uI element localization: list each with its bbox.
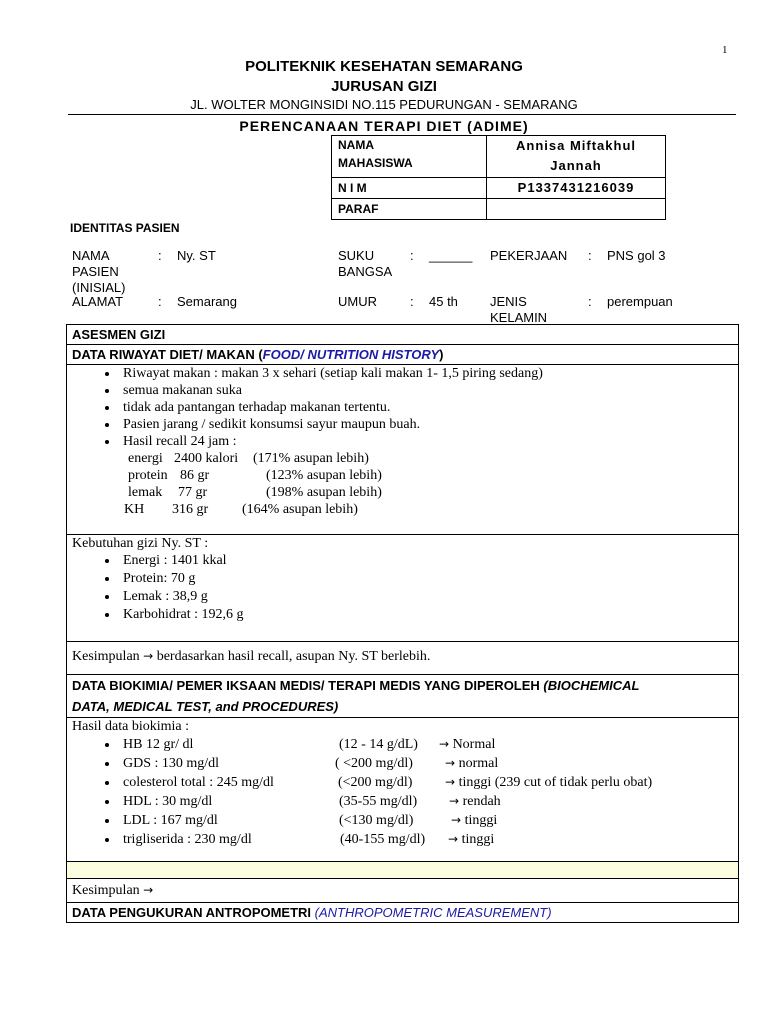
institution-address: JL. WOLTER MONGINSIDI NO.115 PEDURUNGAN - SEMARANG xyxy=(190,97,578,112)
nutrition-needs-body xyxy=(67,535,739,642)
list-item: • Karbohidrat : 192,6 g xyxy=(119,606,733,624)
header-divider xyxy=(68,114,736,115)
list-item: • Pasien jarang / sedikit konsumsi sayur maupun buah. xyxy=(119,416,733,433)
list-item: • tidak ada pantangan terhadap makanan tertentu. xyxy=(119,399,733,416)
recall-amount: 2400 kalori xyxy=(174,451,239,466)
biochemical-heading xyxy=(67,675,739,718)
assessment-table xyxy=(66,324,739,923)
student-name-value-line1: Annisa Miftakhul xyxy=(515,138,636,153)
page-number: 1 xyxy=(722,44,728,56)
colon: : xyxy=(158,248,162,263)
gender-label-line1: JENIS xyxy=(490,294,527,309)
biochemical-heading-italic: (BIOCHEMICAL xyxy=(543,678,640,693)
diet-history-list xyxy=(72,365,733,450)
arrow-right-icon: → xyxy=(143,883,154,897)
age-value: 45 th xyxy=(429,294,458,309)
anthropometric-heading-italic: (ANTHROPOMETRIC MEASUREMENT) xyxy=(314,905,552,920)
list-item xyxy=(119,830,733,849)
recall-amount: 86 gr xyxy=(180,468,210,483)
lab-result: rendah xyxy=(462,794,501,809)
biochemical-intro: Hasil data biokimia : xyxy=(72,719,190,734)
lab-normal-range: (<200 mg/dl) xyxy=(338,775,413,790)
conclusion-text: berdasarkan hasil recall, asupan Ny. ST berlebih. xyxy=(156,649,431,664)
list-item: • Hasil recall 24 jam : xyxy=(119,433,733,450)
patient-identity-heading: IDENTITAS PASIEN xyxy=(70,221,180,235)
arrow-right-icon: → xyxy=(439,737,450,751)
recall-nutrient: protein xyxy=(128,468,168,483)
biochemical-heading-italic-2: DATA, MEDICAL TEST, and PROCEDURES) xyxy=(72,699,339,714)
diet-heading-close: ) xyxy=(439,347,444,362)
lab-test: GDS : 130 mg/dl xyxy=(123,756,220,771)
list-item xyxy=(119,735,733,754)
list-item: • Lemak : 38,9 g xyxy=(119,588,733,606)
patient-name-label xyxy=(72,248,125,296)
student-name-label-line2: MAHASISWA xyxy=(338,156,413,170)
conclusion-label: Kesimpulan xyxy=(72,649,140,664)
recall-nutrient: lemak xyxy=(128,485,163,500)
lab-result: tinggi xyxy=(464,813,498,828)
recall-row xyxy=(72,450,733,467)
colon: : xyxy=(588,248,592,263)
anthropometric-heading-text: DATA PENGUKURAN ANTROPOMETRI xyxy=(72,905,315,920)
recall-nutrient: KH xyxy=(124,502,145,517)
conclusion-biochemical-row xyxy=(67,879,739,903)
lab-normal-range: (<130 mg/dl) xyxy=(339,813,414,828)
occupation-value: PNS gol 3 xyxy=(607,248,666,263)
highlighted-empty-row[interactable] xyxy=(67,862,739,879)
recall-percent: (164% asupan lebih) xyxy=(242,502,358,517)
gender-label xyxy=(490,294,547,326)
list-item xyxy=(119,773,733,792)
lab-test: trigliserida : 230 mg/dl xyxy=(123,832,252,847)
lab-result: normal xyxy=(458,756,499,771)
institution-name: POLITEKNIK KESEHATAN SEMARANG xyxy=(245,58,523,75)
diet-heading-text: DATA RIWAYAT DIET/ MAKAN ( xyxy=(72,347,263,362)
colon: : xyxy=(410,294,414,309)
list-item: • Riwayat makan : makan 3 x sehari (setiap kali makan 1- 1,5 piring sedang) xyxy=(119,365,733,382)
colon: : xyxy=(410,248,414,263)
diet-history-heading xyxy=(67,345,739,365)
patient-name-label-line3: (INISIAL) xyxy=(72,280,126,295)
recall-nutrient: energi xyxy=(128,451,163,466)
recall-percent: (198% asupan lebih) xyxy=(266,485,382,500)
student-name-label xyxy=(332,136,487,178)
student-name-value xyxy=(487,136,666,178)
asesmen-heading: ASESMEN GIZI xyxy=(67,325,739,345)
arrow-right-icon: → xyxy=(451,813,462,827)
conclusion-label: Kesimpulan xyxy=(72,883,140,898)
recall-percent: (123% asupan lebih) xyxy=(266,468,382,483)
arrow-right-icon: → xyxy=(445,756,456,770)
gender-value: perempuan xyxy=(607,294,673,309)
student-name-label-line1: NAMA xyxy=(338,138,374,152)
arrow-right-icon: → xyxy=(449,794,460,808)
arrow-right-icon: → xyxy=(448,832,459,846)
list-item xyxy=(119,792,733,811)
lab-test: LDL : 167 mg/dl xyxy=(123,813,218,828)
ethnicity-label-line1: SUKU xyxy=(338,248,375,263)
recall-row xyxy=(72,467,733,484)
department-name: JURUSAN GIZI xyxy=(331,78,437,95)
list-item: • semua makanan suka xyxy=(119,382,733,399)
lab-normal-range: (12 - 14 g/dL) xyxy=(339,737,418,752)
colon: : xyxy=(158,294,162,309)
ethnicity-label-line2: BANGSA xyxy=(338,264,393,279)
lab-result: tinggi xyxy=(461,832,495,847)
list-item: • Protein: 70 g xyxy=(119,570,733,588)
recall-row xyxy=(72,484,733,501)
lab-normal-range: (35-55 mg/dl) xyxy=(339,794,418,809)
patient-name-value: Ny. ST xyxy=(177,248,216,263)
biochemical-body xyxy=(67,718,739,862)
ethnicity-label xyxy=(338,248,392,280)
recall-percent: (171% asupan lebih) xyxy=(253,451,369,466)
recall-row xyxy=(72,501,733,518)
student-name-value-line2: Jannah xyxy=(550,158,602,173)
nutrition-needs-heading: Kebutuhan gizi Ny. ST : xyxy=(72,536,209,551)
biochemical-heading-text: DATA BIOKIMIA/ PEMER IKSAAN MEDIS/ TERAPI MEDIS YANG DIPEROLEH xyxy=(72,678,544,693)
patient-name-label-line1: NAMA xyxy=(72,248,110,263)
ethnicity-value: ______ xyxy=(429,248,473,263)
age-label: UMUR xyxy=(338,294,377,309)
gender-label-line2: KELAMIN xyxy=(490,310,548,325)
arrow-right-icon: → xyxy=(445,775,456,789)
lab-result: tinggi (239 cut of tidak perlu obat) xyxy=(458,775,653,790)
recall-amount: 77 gr xyxy=(178,485,208,500)
lab-test: HB 12 gr/ dl xyxy=(123,737,194,752)
biochemical-list xyxy=(72,735,733,849)
colon: : xyxy=(588,294,592,309)
diet-heading-italic: FOOD/ NUTRITION HISTORY xyxy=(262,347,440,362)
lab-normal-range: (40-155 mg/dl) xyxy=(340,832,426,847)
patient-name-label-line2: PASIEN xyxy=(72,264,119,279)
nutrition-needs-list xyxy=(72,552,733,624)
lab-test: HDL : 30 mg/dl xyxy=(123,794,213,809)
address-value: Semarang xyxy=(177,294,237,309)
list-item xyxy=(119,754,733,773)
paraf-label: PARAF xyxy=(332,199,487,220)
lab-test: colesterol total : 245 mg/dl xyxy=(123,775,274,790)
nim-value: P1337431216039 xyxy=(487,178,666,199)
occupation-label: PEKERJAAN xyxy=(490,248,568,263)
document-title: PERENCANAAN TERAPI DIET (ADIME) xyxy=(239,118,529,134)
paraf-value[interactable] xyxy=(487,199,666,220)
arrow-right-icon: → xyxy=(143,649,154,663)
list-item xyxy=(119,811,733,830)
anthropometric-heading xyxy=(67,903,739,923)
address-label: ALAMAT xyxy=(72,294,124,309)
student-info-table xyxy=(331,135,666,220)
recall-amount: 316 gr xyxy=(172,502,209,517)
lab-normal-range: ( <200 mg/dl) xyxy=(335,756,413,771)
diet-history-body xyxy=(67,365,739,535)
conclusion-diet-row xyxy=(67,642,739,675)
nim-label: N I M xyxy=(332,178,487,199)
list-item: • Energi : 1401 kkal xyxy=(119,552,733,570)
lab-result: Normal xyxy=(452,737,496,752)
